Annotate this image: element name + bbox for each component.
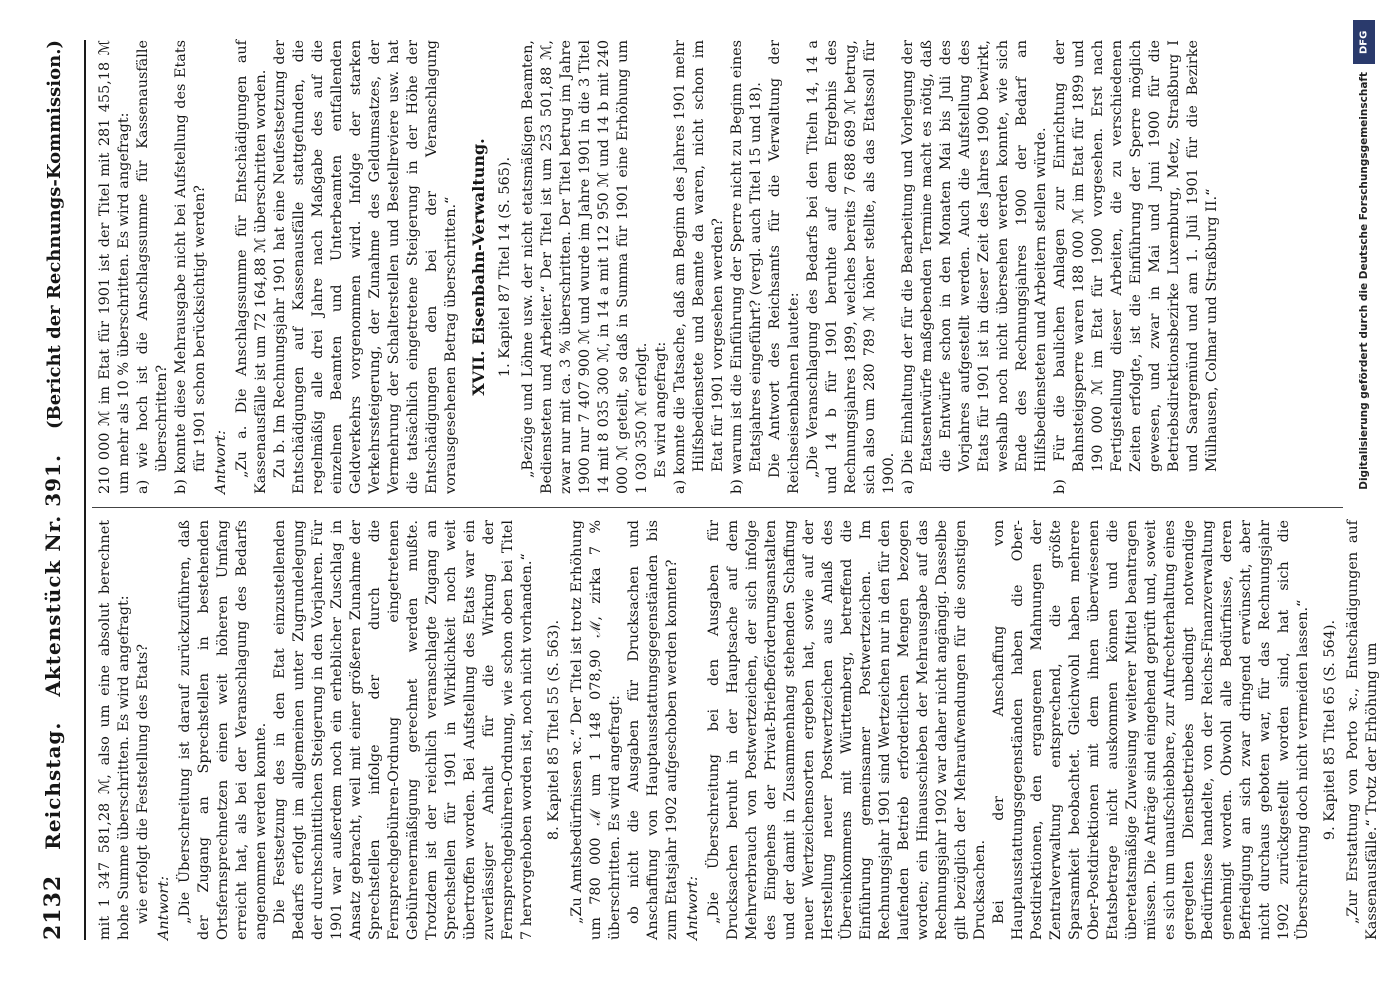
right-column-paragraph: b) warum ist die Einführung der Sperre nicht zu Beginn eines Etatsjahres eingeführt? (vergl. auch Titel 15 und 18). (729, 40, 764, 494)
left-column-paragraph: mit 1 347 581,28 ℳ, also um eine absolut berechnet hohe Summe überschritten. Es wird angefragt: (97, 520, 132, 940)
left-column-paragraph: Antwort: (156, 876, 172, 940)
left-column-paragraph: wie erfolgt die Feststellung des Etats? (135, 643, 151, 924)
right-column-paragraph: „Bezüge und Löhne usw. der nicht etatsmäßigen Beamten, Bediensteten und Arbeiter.“ Der Titel ist um 253 501,88 ℳ, zwar nur mit ca. 3 % überschritten. Der Titel betrug im Jahre 1900 nur 7 407 900 ℳ und wurde im Jahre 1901 in die 3 Titel 14 mit 8 035 300 ℳ, in 14 a mit 112 950 ℳ und 14 b mit 240 000 ℳ geteilt, so daß in Summa für 1901 eine Erhöhung um 1 030 350 ℳ erfolgt. (520, 40, 650, 494)
left-column-paragraph: 9. Kapitel 85 Titel 65 (S. 564). (1322, 619, 1338, 841)
column-divider (92, 507, 1343, 508)
right-column-paragraph: XVII. Eisenbahn-Verwaltung. (469, 138, 488, 396)
right-column-paragraph: Die Antwort des Reichsamts für die Verwaltung der Reichseisenbahnen lautete: (767, 40, 802, 494)
left-column-paragraph: ob nicht die Ausgaben für Drucksachen und Anschaffung von Hauptausstattungsgegenständen bis zum Etatsjahr 1902 aufgeschoben werden konnten? (626, 520, 680, 940)
dfg-logo: DFG (1353, 20, 1375, 64)
left-column-paragraph: „Zu Amtsbedürfnissen ꝛc.“ Der Titel ist trotz Erhöhung um 780 000 ℳ um 1 148 078,90 ℳ, zirka 7 % überschritten. Es wird angefragt: (569, 520, 623, 940)
right-text-column (96, 40, 1343, 494)
right-column-paragraph: „Die Veranschlagung des Bedarfs bei den Titeln 14, 14 a und 14 b für 1901 beruhte auf dem Ergebnis des Rechnungsjahres 1899, welches bereits 7 688 689 ℳ betrug, sich also um 280 789 ℳ höher stellte, als das Etatssoll für 1900. (805, 40, 897, 494)
header-document-number: Aktenstück Nr. 391. (41, 454, 65, 697)
page-header (40, 40, 80, 940)
right-column-paragraph: a) konnte die Tatsache, daß am Beginn des Jahres 1901 mehr Hilfsbedienstete und Beamte da waren, nicht schon im Etat für 1901 vorgesehen werden? (672, 40, 726, 494)
right-column-paragraph: Es wird angefragt: (653, 341, 669, 478)
left-column-paragraph: Bei der Anschaffung von Hauptausstattungsgegenständen haben die Ober-Postdirektionen, den ergangenen Mahnungen der Zentralverwaltung entsprechend, die größte Sparsamkeit beobachtet. Gleichwohl haben mehrere Ober-Postdirektionen mit dem ihnen überwiesenen Etatsbetrage nicht auskommen können und die überetatsmäßige Zuweisung weiterer Mittel beantragen müssen. Die Anträge sind eingehend geprüft und, soweit es sich um unaufschiebbare, zur Aufrechterhaltung eines geregelten Dienstbetriebes unbedingt notwendige Bedürfnisse handelte, von der Reichs-Finanzverwaltung genehmigt worden. Obwohl alle Bedürfnisse, deren Befriedigung an sich zwar dringend erwünscht, aber nicht durchaus geboten war, für das Rechnungsjahr 1902 zurückgestellt worden sind, hat sich die Überschreitung doch nicht vermeiden lassen.“ (991, 520, 1311, 940)
right-column-paragraph: Zu b. Im Rechnungsjahr 1901 hat eine Neufestsetzung der Entschädigungen auf Kassenausfälle stattgefunden, die regelmäßig alle drei Jahre nach Maßgabe des auf die einzelnen Beamten und Unterbeamten entfallenden Geldverkehrs vorgenommen wird. Infolge der starken Verkehrssteigerung, der Zunahme des Geldumsatzes, der Vermehrung der Schalterstellen und Bestellreviere usw. hat die tatsächlich eingetretene Steigerung in der Höhe der Entschädigungen den bei der Veranschlagung vorausgesehenen Betrag überschritten.“ (272, 40, 459, 494)
page-number: 2132 (40, 874, 66, 940)
left-column-paragraph: „Zur Erstattung von Porto ꝛc., Entschädigungen auf Kassenausfälle.“ Trotz der Erhöhung um (1345, 520, 1380, 940)
right-column-paragraph: „Zu a. Die Anschlagssumme für Entschädigungen auf Kassenausfälle ist um 72 164,88 ℳ überschritten worden. (234, 40, 269, 494)
right-column-paragraph: Antwort: (213, 430, 229, 494)
left-column-paragraph: 8. Kapitel 85 Titel 55 (S. 563). (546, 619, 562, 841)
left-column-paragraph: „Die Überschreitung ist darauf zurückzuführen, daß der Zugang an Sprechstellen in bestehenden Ortsfernsprechnetzen einen weit höheren Umfang erreicht hat, als bei der Veranschlagung des Bedarfs angenommen werden konnte. (177, 520, 269, 940)
right-column-paragraph: 1. Kapitel 87 Titel 14 (S. 565). (497, 156, 513, 378)
left-column-paragraph: Antwort: (685, 876, 701, 940)
right-column-paragraph: b) Für die baulichen Anlagen zur Einrichtung der Bahnsteigsperre waren 188 000 ℳ im Etat für 1899 und 190 000 ℳ im Etat für 1900 vorgesehen. Erst nach Fertigstellung dieser Arbeiten, die zu verschiedenen Zeiten erfolgte, ist die Einführung der Sperre möglich gewesen, und zwar in Mai und Juni 1900 für die Betriebsdirektionsbezirke Luxemburg, Metz, Straßburg I und Saargemünd und am 1. Juli 1901 für die Bezirke Mülhausen, Colmar und Straßburg II.“ (1052, 40, 1220, 494)
left-column-paragraph: Die Festsetzung des in den Etat einzustellenden Bedarfs erfolgt im allgemeinen unter Zugrundelegung der durchschnittlichen Steigerung in den Vorjahren. Für 1901 war außerdem noch ein erheblicher Zuschlag in Ansatz gebracht, weil mit einer größeren Zunahme der Sprechstellen infolge der durch die Fernsprechgebühren-Ordnung eingetretenen Gebührenermäßigung gerechnet werden mußte. Trotzdem ist der reichlich veranschlagte Zugang an Sprechstellen für 1901 in Wirklichkeit noch weit übertroffen worden. Bei Aufstellung des Etats war ein zuverlässiger Anhalt für die Wirkung der Fernsprechgebühren-Ordnung, wie schon oben bei Titel 7 hervorgehoben worden ist, noch nicht vorhanden.“ (272, 520, 535, 940)
left-text-column (96, 520, 1380, 940)
header-left-title: Reichstag. (41, 721, 65, 850)
left-column-paragraph: „Die Überschreitung bei den Ausgaben für Drucksachen beruht in der Hauptsache auf dem Mehrverbrauch von Postwertzeichen, der sich infolge des Eingehens der Privat-Briefbeförderungsanstalten und der damit in Zusammenhang stehenden Schaffung neuer Wertzeichensorten ergeben hat, sowie auf der Herstellung neuer Postwertzeichen aus Anlaß des Übereinkommens mit Württemberg, betreffend die Einführung gemeinsamer Postwertzeichen. Im Rechnungsjahr 1901 sind Wertzeichen nur in den für den laufenden Betrieb erforderlichen Mengen bezogen worden; ein Hinausschieben der Mehrausgabe auf das Rechnungsjahr 1902 war daher nicht angängig. Dasselbe gilt bezüglich der Mehraufwendungen für die sonstigen Drucksachen. (706, 520, 988, 940)
header-section-title: (Bericht der Rechnungs-Kommission.) (44, 40, 65, 429)
header-rule (84, 40, 86, 940)
right-column-paragraph: b) konnte diese Mehrausgabe nicht bei Aufstellung des Etats für 1901 schon berücksichtigt werden? (173, 40, 208, 494)
right-column-paragraph: a) wie hoch ist die Anschlagssumme für Kassenausfälle überschritten? (135, 40, 170, 494)
digitization-credit: Digitalisierung gefördert durch die Deutsche Forschungsgemeinschaft (1358, 72, 1370, 490)
right-column-paragraph: 210 000 ℳ im Etat für 1901 ist der Titel mit 281 455,18 ℳ um mehr als 10 % überschritten. Es wird angefragt: (97, 40, 132, 494)
right-column-paragraph: a) Die Einhaltung der für die Bearbeitung und Vorlegung der Etatsentwürfe maßgebenden Termine macht es nötig, daß die Entwürfe schon in den Monaten Mai bis Juli des Vorjahres aufgestellt werden. Auch die Aufstellung des Etats für 1901 ist in dieser Zeit des Jahres 1900 bewirkt, weshalb noch nicht übersehen werden konnte, wie sich Ende des Rechnungsjahres 1900 der Bedarf an Hilfsbediensteten und Arbeitern stellen würde. (900, 40, 1049, 494)
digitization-stamp (1351, 20, 1377, 988)
